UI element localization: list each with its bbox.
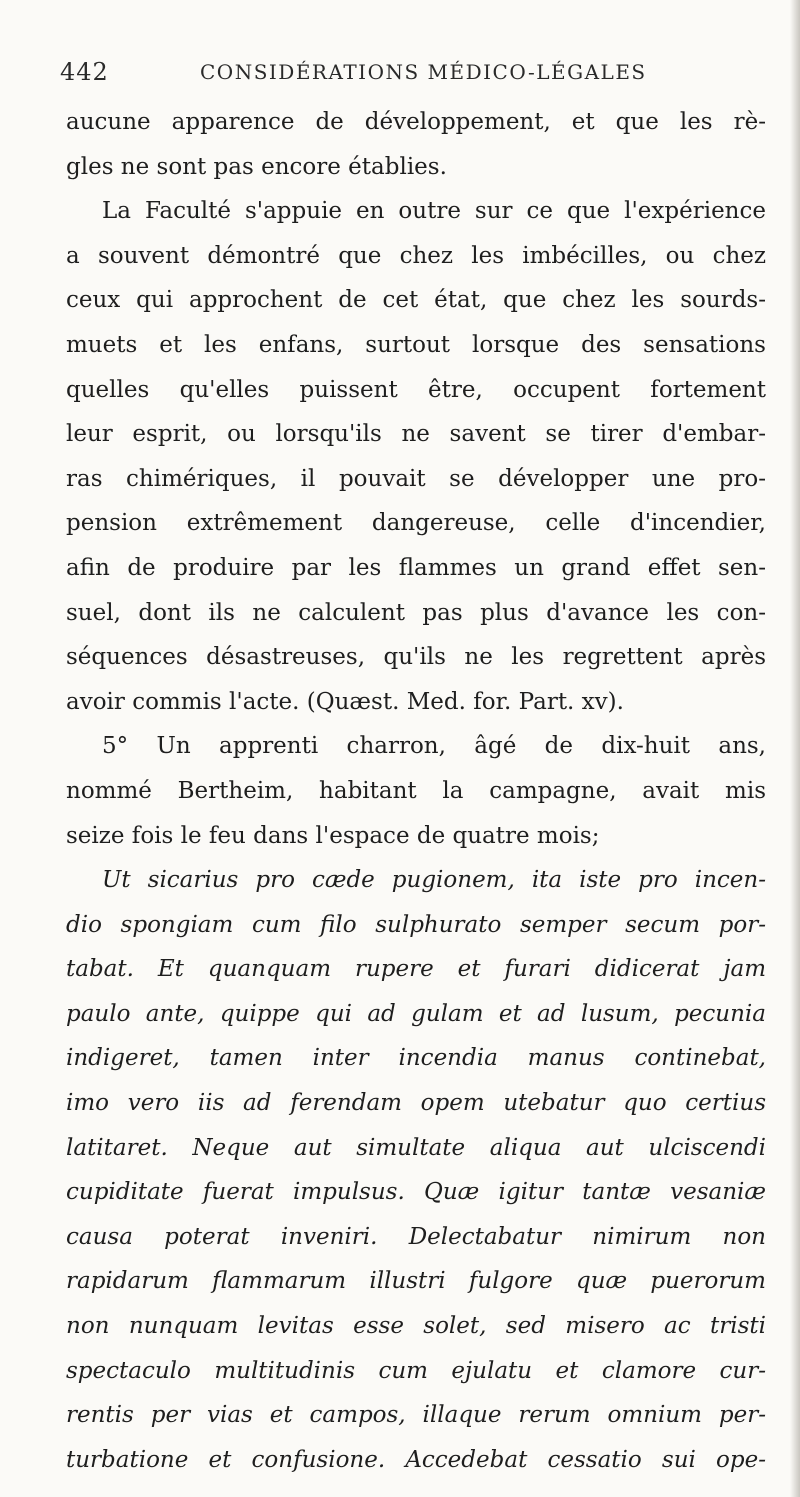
page-text <box>66 100 766 1482</box>
text-line: nommé Bertheim, habitant la campagne, avait mis <box>66 777 766 804</box>
text-line: suel, dont ils ne calculent pas plus d'avance les con- <box>66 599 766 626</box>
text-line: a souvent démontré que chez les imbécilles, ou chez <box>66 242 766 269</box>
latin-text-line: paulo ante, quippe qui ad gulam et ad lusum, pecunia <box>66 1000 766 1027</box>
latin-text-line: cupiditate fuerat impulsus. Quæ igitur tantæ vesaniæ <box>66 1179 766 1206</box>
text-line: ras chimériques, il pouvait se développer une pro- <box>66 465 766 492</box>
text-line: quelles qu'elles puissent être, occupent fortement <box>66 376 766 403</box>
text-line: muets et les enfans, surtout lorsque des sensations <box>66 331 766 358</box>
text-line: pension extrêmement dangereuse, celle d'incendier, <box>66 510 766 537</box>
page-edge-shadow <box>790 0 800 1497</box>
latin-text-line: spectaculo multitudinis cum ejulatu et clamore cur- <box>66 1357 766 1384</box>
text-line: La Faculté s'appuie en outre sur ce que l'expérience <box>102 198 766 225</box>
text-line: avoir commis l'acte. (Quæst. Med. for. Part. xv). <box>66 688 624 715</box>
latin-text-line: dio spongiam cum filo sulphurato semper secum por- <box>66 911 766 938</box>
text-line: aucune apparence de développement, et que les rè- <box>66 109 766 135</box>
latin-text-line: latitaret. Neque aut simultate aliqua aut ulciscendi <box>66 1134 766 1161</box>
text-line: 5° Un apprenti charron, âgé de dix-huit ans, <box>102 733 766 760</box>
latin-text-line: Ut sicarius pro cæde pugionem, ita iste pro incen- <box>102 867 766 894</box>
text-line: gles ne sont pas encore établies. <box>66 153 447 180</box>
text-line: ceux qui approchent de cet état, que chez les sourds- <box>66 287 766 314</box>
page-number: 442 <box>60 58 109 86</box>
running-head: CONSIDÉRATIONS MÉDICO-LÉGALES <box>200 60 647 84</box>
latin-text-line: indigeret, tamen inter incendia manus continebat, <box>66 1045 766 1072</box>
latin-text-line: causa poterat inveniri. Delectabatur nimirum non <box>66 1223 766 1250</box>
latin-text-line: tabat. Et quanquam rupere et furari didicerat jam <box>66 956 766 983</box>
latin-text-line: imo vero iis ad ferendam opem utebatur quo certius <box>66 1090 766 1117</box>
latin-text-line: rentis per vias et campos, illaque rerum omnium per- <box>66 1402 766 1429</box>
page-header <box>60 58 760 90</box>
text-line: leur esprit, ou lorsqu'ils ne savent se tirer d'embar- <box>66 421 766 448</box>
text-line: afin de produire par les flammes un grand effet sen- <box>66 554 766 581</box>
latin-text-line: turbatione et confusione. Accedebat cessatio sui ope- <box>66 1446 766 1473</box>
text-line: séquences désastreuses, qu'ils ne les regrettent après <box>66 644 766 671</box>
text-line: seize fois le feu dans l'espace de quatre mois; <box>66 822 600 849</box>
latin-text-line: non nunquam levitas esse solet, sed misero ac tristi <box>66 1313 766 1340</box>
latin-text-line: rapidarum flammarum illustri fulgore quæ puerorum <box>66 1268 766 1295</box>
